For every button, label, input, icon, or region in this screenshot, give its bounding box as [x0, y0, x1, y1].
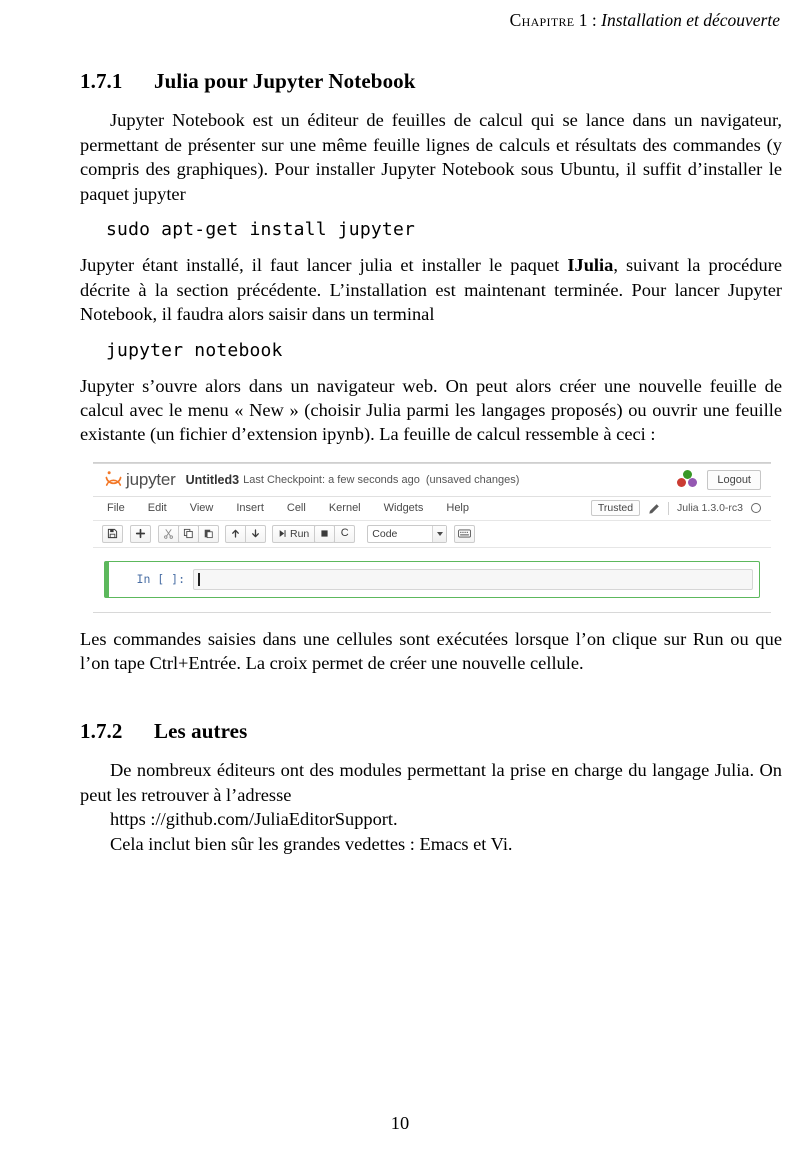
paragraph-new-notebook: Jupyter s’ouvre alors dans un navigateur web. On peut alors créer une nouvelle feuille de calcul avec le menu « New » (choisir Julia parmi les langages proposés) ou ouvrir une feuille existante (un fichier d’extension ipynb). La feuille de calcul ressemble à ceci : — [80, 375, 782, 445]
restart-icon: C — [340, 527, 349, 540]
running-header-separator: : — [591, 10, 597, 30]
paragraph-famous-editors: Cela inclut bien sûr les grandes vedettes : Emacs et Vi. — [110, 833, 513, 854]
menubar-divider — [668, 502, 669, 515]
notebook-checkpoint: Last Checkpoint: a few seconds ago — [243, 473, 420, 486]
jupyter-logo[interactable] — [104, 470, 176, 490]
save-button[interactable] — [102, 525, 123, 543]
command-palette-button[interactable] — [454, 525, 475, 543]
page-content — [80, 60, 782, 856]
section-title-2: Les autres — [154, 718, 248, 743]
menu-item-kernel[interactable]: Kernel — [328, 502, 361, 515]
restart-kernel-button[interactable] — [334, 525, 355, 543]
trusted-button[interactable]: Trusted — [591, 500, 640, 516]
jupyter-brand-text: jupyter — [126, 469, 176, 489]
chevron-down-icon — [432, 526, 446, 542]
toolbar-group-move — [225, 525, 265, 543]
section-title: Julia pour Jupyter Notebook — [154, 69, 416, 93]
toolbar-group-run — [272, 525, 354, 543]
section-heading-1-7-2 — [80, 718, 782, 744]
section-number: 1.7.1 — [80, 69, 123, 93]
paragraph-other-editors: De nombreux éditeurs ont des modules permettant la prise en charge du langage Julia. On peut les retrouver à l’adresse — [80, 760, 782, 805]
cell-code-input[interactable] — [193, 569, 753, 590]
running-header-chapter-number: 1 — [578, 10, 588, 30]
toolbar-group-insert — [130, 525, 151, 543]
logout-button[interactable]: Logout — [707, 470, 761, 490]
code-block-jupyter-notebook: jupyter notebook — [106, 339, 283, 361]
move-cell-up-button[interactable] — [225, 525, 246, 543]
jupyter-toolbar — [93, 521, 771, 548]
page-number: 10 — [390, 1113, 410, 1133]
cut-button[interactable] — [158, 525, 179, 543]
menu-item-insert[interactable]: Insert — [236, 502, 264, 515]
paragraph-jupyter-intro: Jupyter Notebook est un éditeur de feuilles de calcul qui se lance dans un navigateur, permettant de présenter sur une même feuille lignes de calculs et résultats des commandes (y compris des graphiques). Pour installer Jupyter Notebook sous Ubuntu, il suffit d’installer le paquet jupyter — [80, 110, 782, 204]
menu-item-view[interactable]: View — [189, 502, 214, 515]
paste-button[interactable] — [198, 525, 219, 543]
menu-item-widgets[interactable]: Widgets — [383, 502, 424, 515]
julia-logo-icon — [677, 470, 698, 489]
running-header — [80, 10, 780, 31]
paragraph-ijulia — [80, 253, 782, 326]
menu-item-edit[interactable]: Edit — [147, 502, 167, 515]
header-right-group — [677, 470, 761, 490]
paragraph-ijulia-part1: Jupyter étant installé, il faut lancer julia et installer le paquet — [80, 255, 568, 276]
section-number-2: 1.7.2 — [80, 718, 123, 743]
cell-prompt-label: In [ ]: — [136, 572, 185, 587]
notebook-cell[interactable] — [104, 561, 760, 598]
menu-item-file[interactable]: File — [107, 502, 125, 515]
code-block-install-jupyter: sudo apt-get install jupyter — [106, 219, 416, 241]
toolbar-group-clipboard — [158, 525, 218, 543]
run-button-label: Run — [290, 527, 310, 540]
editor-support-url: https ://github.com/JuliaEditorSupport. — [110, 809, 398, 830]
notebook-unsaved-status: (unsaved changes) — [425, 473, 520, 486]
running-header-chapter-title: Installation et découverte — [601, 10, 780, 30]
paragraph-ijulia-part2: , suivant la procédure décrite à la section précédente. L’installation est maintenant terminée. Pour lancer Jupyter Notebook, il faudra alors saisir dans un terminal — [80, 255, 782, 325]
interrupt-kernel-button[interactable] — [314, 525, 335, 543]
menubar-right-group — [591, 500, 761, 516]
notebook-name[interactable]: Untitled3 — [185, 472, 240, 487]
jupyter-app-window — [93, 463, 771, 613]
menu-item-cell[interactable]: Cell — [286, 502, 306, 515]
cell-type-select[interactable] — [367, 525, 447, 543]
text-cursor — [198, 573, 200, 586]
pencil-icon[interactable] — [648, 502, 660, 514]
copy-button[interactable] — [178, 525, 199, 543]
jupyter-menu-bar — [93, 497, 771, 521]
move-cell-down-button[interactable] — [245, 525, 266, 543]
toolbar-group-save — [102, 525, 123, 543]
menu-item-help[interactable]: Help — [446, 502, 469, 515]
kernel-idle-indicator-icon — [751, 503, 761, 513]
jupyter-screenshot-figure — [93, 463, 771, 613]
run-button[interactable] — [272, 525, 315, 543]
section-heading-1-7-1 — [80, 68, 782, 94]
kernel-name-label: Julia 1.3.0-rc3 — [677, 502, 743, 515]
cell-type-value: Code — [372, 527, 398, 540]
notebook-body — [93, 548, 771, 613]
running-header-chapter-label: Chapitre — [509, 10, 575, 30]
jupyter-header-bar — [93, 464, 771, 497]
jupyter-logo-icon — [104, 470, 123, 489]
paragraph-run-cells: Les commandes saisies dans une cellules sont exécutées lorsque l’on clique sur Run ou que l’on tape Ctrl+Entrée. La croix permet de créer une nouvelle cellule. — [80, 628, 782, 674]
paragraph-ijulia-package: IJulia — [567, 255, 614, 276]
insert-cell-below-button[interactable] — [130, 525, 151, 543]
